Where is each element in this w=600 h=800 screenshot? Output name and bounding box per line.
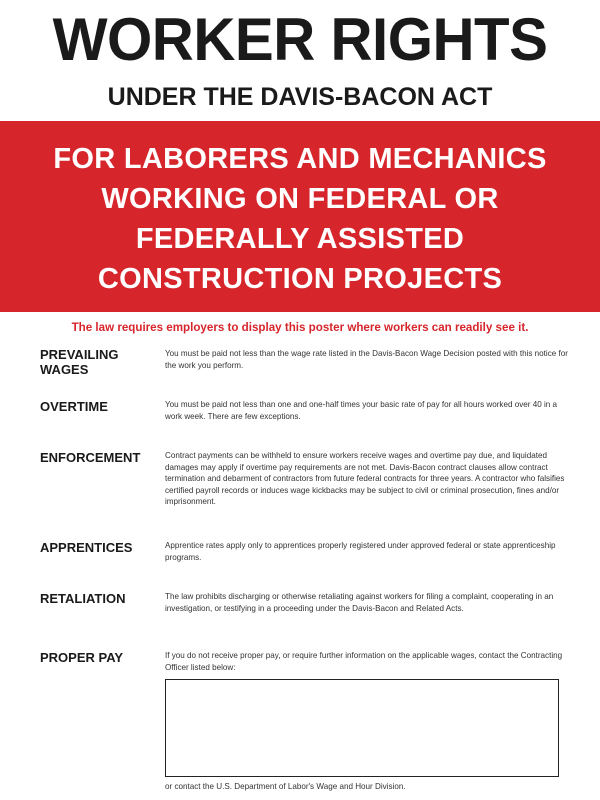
banner-line-4: CONSTRUCTION PROJECTS xyxy=(97,263,503,295)
section-label-overtime: OVERTIME xyxy=(40,399,108,414)
contracting-officer-box xyxy=(165,679,559,777)
section-label-retaliation: RETALIATION xyxy=(40,591,126,606)
section-text-retaliation: The law prohibits discharging or otherwise retaliating against workers for filing a complaint, cooperating in an investigation, or testifying in a proceeding under the Davis-Bacon and Related Acts. xyxy=(165,592,554,613)
section-label-enforcement: ENFORCEMENT xyxy=(40,450,141,465)
section-label-prevailing-wages: PREVAILING WAGES xyxy=(40,347,119,377)
banner-line-1: FOR LABORERS AND MECHANICS xyxy=(53,143,547,175)
poster-title: WORKER RIGHTS xyxy=(52,6,548,73)
red-banner xyxy=(0,121,600,312)
section-text-apprentices: Apprentice rates apply only to apprentices properly registered under approved federal or state apprenticeship programs. xyxy=(165,541,556,562)
section-text-enforcement: Contract payments can be withheld to ensure workers receive wages and overtime pay due, and liquidated damages may apply if overtime pay requirements are not met. Davis-Bacon contract clauses allow contract termination and debarment of contractors from future federal contracts for three years. A contractor who falsifies certified payroll records or induces wage kickbacks may be subject to civil or criminal prosecution, fines and/or imprisonment. xyxy=(165,451,565,507)
section-text-proper-pay: If you do not receive proper pay, or require further information on the applicable wages, contact the Contracting Officer listed below: xyxy=(165,651,563,672)
section-text-overtime: You must be paid not less than one and one-half times your basic rate of pay for all hours worked over 40 in a work week. There are few exceptions. xyxy=(165,400,558,421)
banner-line-3: FEDERALLY ASSISTED xyxy=(135,223,465,255)
poster-subtitle: UNDER THE DAVIS-BACON ACT xyxy=(107,83,493,111)
section-text-prevailing-wages: You must be paid not less than the wage rate listed in the Davis-Bacon Wage Decision posted with this notice for the work you perform. xyxy=(165,349,568,370)
section-label-apprentices: APPRENTICES xyxy=(40,540,133,555)
banner-line-2: WORKING ON FEDERAL OR xyxy=(101,183,499,215)
footer-note: or contact the U.S. Department of Labor's Wage and Hour Division. xyxy=(165,782,406,791)
display-notice: The law requires employers to display this poster where workers can readily see it. xyxy=(71,321,529,334)
section-label-proper-pay: PROPER PAY xyxy=(40,650,124,665)
